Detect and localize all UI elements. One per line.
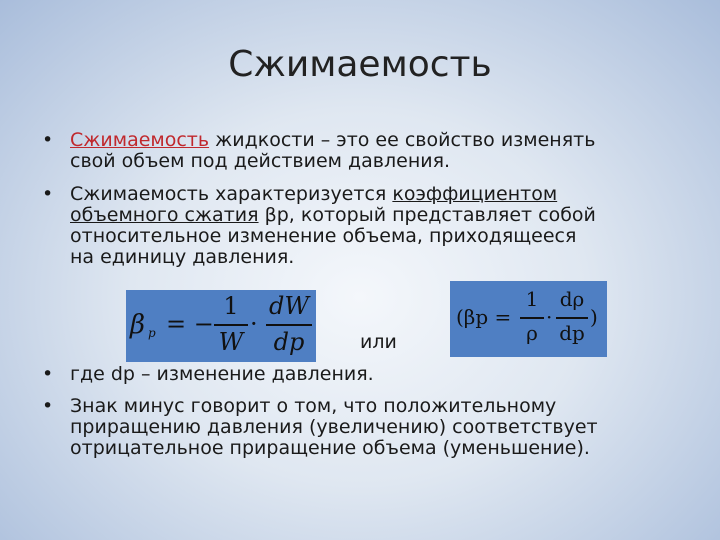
formula-beta-density: (βр = 1 ρ · dρ dp )	[450, 281, 607, 357]
bullet-marker: •	[42, 129, 54, 151]
fraction-bar	[214, 324, 248, 326]
bullet-marker: •	[42, 395, 54, 417]
or-word: или	[360, 331, 397, 353]
slide-title: Сжимаемость	[228, 44, 492, 85]
fraction-bar	[556, 317, 588, 319]
formula-beta-volume: β p = − 1 W · dW dp	[126, 290, 316, 362]
fraction-bar	[520, 317, 544, 319]
bullet-marker: •	[42, 183, 54, 205]
compressibility-link[interactable]: Сжимаемость	[70, 129, 210, 151]
bullet-marker: •	[42, 363, 54, 385]
fraction-bar	[266, 324, 312, 326]
